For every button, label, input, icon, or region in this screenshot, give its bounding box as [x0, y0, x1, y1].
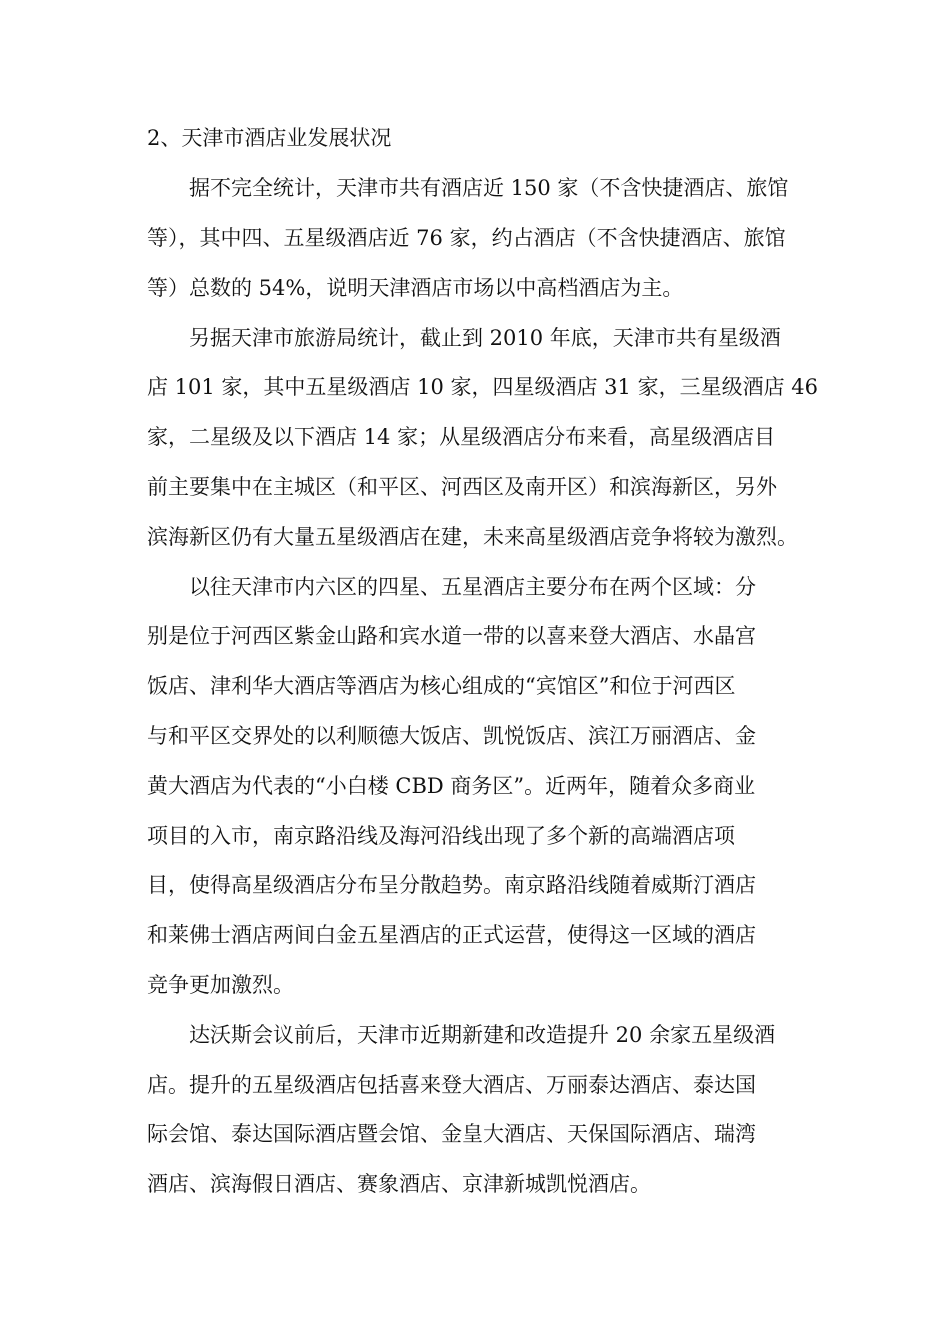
paragraph-2-line-2: 店 101 家，其中五星级酒店 10 家，四星级酒店 31 家，三星级酒店 46	[147, 375, 818, 399]
paragraph-3-line-8: 和莱佛士酒店两间白金五星酒店的正式运营，使得这一区域的酒店	[147, 923, 756, 947]
paragraph-1-line-1: 据不完全统计，天津市共有酒店近 150 家（不含快捷酒店、旅馆	[189, 176, 789, 200]
paragraph-3-line-3: 饭店、津利华大酒店等酒店为核心组成的“宾馆区”和位于河西区	[147, 674, 736, 698]
paragraph-1-line-2: 等），其中四、五星级酒店近 76 家，约占酒店（不含快捷酒店、旅馆	[147, 226, 786, 250]
paragraph-3-line-2: 别是位于河西区紫金山路和宾水道一带的以喜来登大酒店、水晶宫	[147, 624, 756, 648]
paragraph-3-line-9: 竞争更加激烈。	[147, 973, 294, 997]
paragraph-3-line-6: 项目的入市，南京路沿线及海河沿线出现了多个新的高端酒店项	[147, 824, 735, 848]
paragraph-2-line-1: 另据天津市旅游局统计，截止到 2010 年底，天津市共有星级酒	[189, 326, 781, 350]
paragraph-3-line-7: 目，使得高星级酒店分布呈分散趋势。南京路沿线随着威斯汀酒店	[147, 873, 756, 897]
paragraph-2-line-4: 前主要集中在主城区（和平区、河西区及南开区）和滨海新区，另外	[147, 475, 777, 499]
paragraph-4-line-1: 达沃斯会议前后，天津市近期新建和改造提升 20 余家五星级酒	[189, 1023, 776, 1047]
paragraph-1-line-3: 等）总数的 54%，说明天津酒店市场以中高档酒店为主。	[147, 276, 684, 300]
paragraph-3-line-1: 以往天津市内六区的四星、五星酒店主要分布在两个区域：分	[189, 575, 756, 599]
paragraph-3-line-4: 与和平区交界处的以利顺德大饭店、凯悦饭店、滨江万丽酒店、金	[147, 724, 756, 748]
paragraph-2-line-5: 滨海新区仍有大量五星级酒店在建，未来高星级酒店竞争将较为激烈。	[147, 525, 798, 549]
paragraph-2-line-3: 家，二星级及以下酒店 14 家；从星级酒店分布来看，高星级酒店目	[147, 425, 776, 449]
section-heading: 2、天津市酒店业发展状况	[147, 126, 392, 150]
paragraph-4-line-2: 店。提升的五星级酒店包括喜来登大酒店、万丽泰达酒店、泰达国	[147, 1073, 756, 1097]
paragraph-4-line-4: 酒店、滨海假日酒店、赛象酒店、京津新城凯悦酒店。	[147, 1172, 651, 1196]
paragraph-4-line-3: 际会馆、泰达国际酒店暨会馆、金皇大酒店、天保国际酒店、瑞湾	[147, 1122, 756, 1146]
paragraph-3-line-5: 黄大酒店为代表的“小白楼 CBD 商务区”。近两年，随着众多商业	[147, 774, 756, 798]
